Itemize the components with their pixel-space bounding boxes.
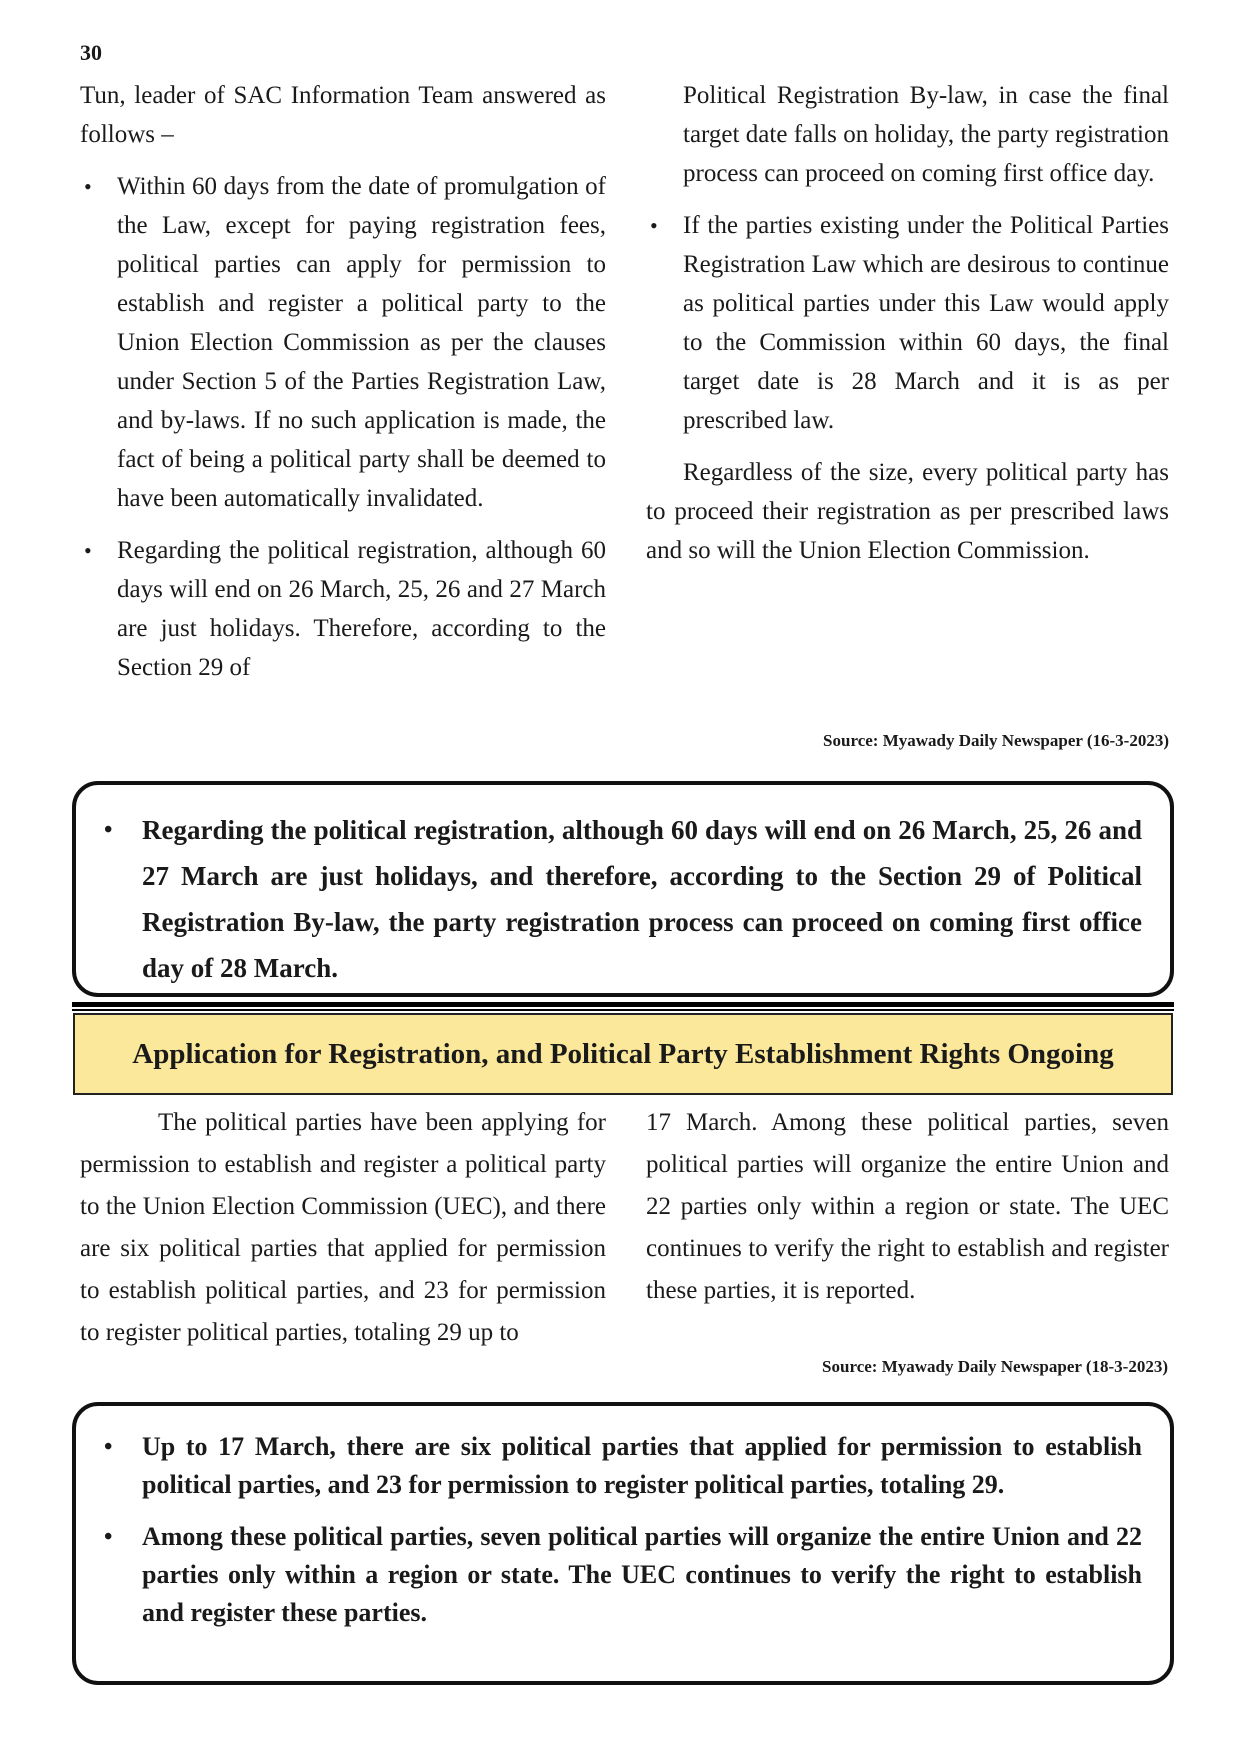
right-bullet-list — [646, 206, 1169, 440]
section-heading: Application for Registration, and Political Party Establishment Rights Ongoing — [73, 1013, 1173, 1095]
closing-paragraph: Regardless of the size, every political party has to proceed their registration as per prescribed laws and so will the Union Election Commission. — [646, 459, 1169, 564]
left-bullet-list — [80, 167, 606, 687]
highlight-bullet-item: • Among these political parties, seven political parties will organize the entire Union and 22 parties only within a region or state. The UEC continues to verify the right to establish and register these parties. — [84, 1518, 1162, 1632]
section1-right-column — [646, 76, 1169, 570]
section2-left-column — [80, 1102, 606, 1354]
highlight-box — [72, 1402, 1174, 1685]
bullet-item: • If the parties existing under the Political Parties Registration Law which are desirous to continue as political parties under this Law would apply to the Commission within 60 days, the final target date is 28 March and it is as per prescribed law. — [646, 206, 1169, 440]
body-paragraph: The political parties have been applying for permission to establish and register a political party to the Union Election Commission (UEC), and there are six political parties that applied for permission to establish political parties, and 23 for permission to register political parties, totaling 29 up to — [80, 1109, 606, 1346]
divider-rule — [72, 1009, 1174, 1011]
section1-left-column — [80, 76, 606, 687]
highlight-bullet-list — [84, 1428, 1162, 1632]
page-number: 30 — [80, 40, 102, 65]
highlight-bullet-item: • Up to 17 March, there are six political parties that applied for permission to establish political parties, and 23 for permission to register political parties, totaling 29. — [84, 1428, 1162, 1504]
source-citation: Source: Myawady Daily Newspaper (16-3-2023) — [823, 731, 1169, 750]
highlight-bullet-item: • Regarding the political registration, although 60 days will end on 26 March, 25, 26 and 27 March are just holidays, and therefore, according to the Section 29 of Political Registration By-law, the party registration process can proceed on coming first office day of 28 March. — [84, 807, 1162, 991]
bullet-item: • Regarding the political registration, although 60 days will end on 26 March, 25, 26 and 27 March are just holidays. Therefore, according to the Section 29 of — [80, 531, 606, 687]
bullet-item: • Within 60 days from the date of promulgation of the Law, except for paying registration fees, political parties can apply for permission to establish and register a political party to the Union Election Commission as per the clauses under Section 5 of the Parties Registration Law, and by-laws. If no such application is made, the fact of being a political party shall be deemed to have been automatically invalidated. — [80, 167, 606, 518]
divider-rule — [72, 1002, 1174, 1007]
continuation-paragraph: Political Registration By-law, in case the final target date falls on holiday, the party registration process can proceed on coming first office day. — [683, 82, 1169, 187]
highlight-box — [72, 781, 1174, 997]
source-citation: Source: Myawady Daily Newspaper (18-3-2023) — [822, 1357, 1168, 1376]
body-paragraph: 17 March. Among these political parties, seven political parties will organize the entire Union and 22 parties only within a region or state. The UEC continues to verify the right to establish and register these parties, it is reported. — [646, 1109, 1169, 1304]
section2-right-column — [646, 1102, 1169, 1312]
highlight-bullet-list — [84, 807, 1162, 991]
intro-paragraph: Tun, leader of SAC Information Team answered as follows – — [80, 82, 606, 148]
